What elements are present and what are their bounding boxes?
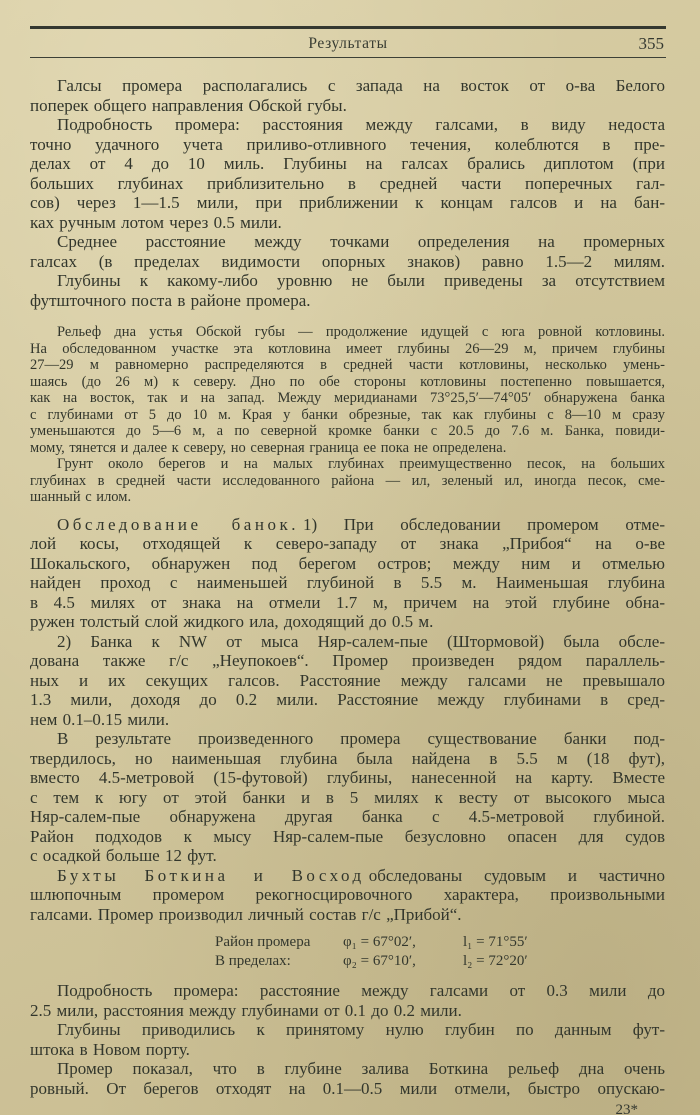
text-line: поперек общего направления Обской губы. <box>30 95 347 115</box>
text-line: Промер показал, что в глубине залива Боткина рельеф дна очень <box>57 1059 665 1078</box>
paragraph <box>30 632 665 730</box>
longitude-value: l₂ = 72°20′ <box>463 953 528 969</box>
text-line: шлюпочным промером рекогносцировочного характера, произвольными <box>30 885 665 904</box>
text-line: найден проход с наименьшей глубиной в 5.5 м. Наименьшая глубина <box>30 573 665 592</box>
page-header <box>30 33 666 54</box>
paragraph <box>30 981 665 1020</box>
header-rule-thick <box>30 26 666 29</box>
text-line: Рельеф дна устья Обской губы — продолжение идущей с юга ровной котловины. <box>57 324 665 340</box>
text-line: 1.3 мили, доходя до 0.2 мили. Расстояние между глубинами в сред- <box>30 690 665 709</box>
paragraph <box>30 515 665 632</box>
text-line: вместо 4.5-метровой (15-футовой) глубины, нанесенной на карту. Вместе <box>30 768 665 787</box>
text-line: Подробность промера: расстояния между галсами, в виду недоста <box>57 115 665 134</box>
text-line: больших глубинах приблизительно в средней части поперечных гал- <box>30 173 665 193</box>
text-line: 2.5 мили, расстояния между глубинами от 0.1 до 0.2 мили. <box>30 1000 462 1020</box>
longitude-value: l₁ = 71°55′ <box>463 934 528 950</box>
text-line: Грунт около берегов и на малых глубинах преимущественно песок, на больших <box>57 456 665 472</box>
paragraph <box>30 1059 665 1098</box>
text-line: штока в Новом порту. <box>30 1039 190 1059</box>
running-title: Результаты <box>308 35 388 52</box>
text-line: шаясь (до 26 м) к северу. Дно по обе стороны котловины постепенно повышается, <box>30 373 665 390</box>
text-line: ровный. От берегов отходят на 0.1—0.5 мили отмели, быстро опускаю- <box>30 1078 665 1098</box>
text-line: обследованы судовым и частично <box>368 865 665 885</box>
text-line: На обследованном участке эта котловина имеет глубины 26—29 м, причем глубины <box>30 340 665 357</box>
text-line: ружен толстый слой жидкого ила, доходящий до 0.5 м. <box>30 612 434 631</box>
text-line <box>30 515 665 535</box>
page-number: 355 <box>638 34 664 53</box>
latitude-value: φ₂ = 67°10′, <box>343 953 416 969</box>
text-line: дована также г/с „Неупокоев“. Промер произведен рядом параллель- <box>30 651 665 670</box>
text-line: ках ручным лотом через 0.5 мили. <box>30 212 282 232</box>
formula-label: Район промера <box>215 934 311 950</box>
text-line: нем 0.1–0.15 мили. <box>30 709 170 729</box>
text-line: Шокальского, обнаружен под берегом остров; между ним и отмелью <box>30 553 665 573</box>
text-line: Няр-салем-пые обнаружена другая банка с 4.5-метровой глубиной. <box>30 807 665 826</box>
formula-label: В пределах: <box>215 953 291 969</box>
paragraph-small-print <box>30 324 665 456</box>
formula-row <box>215 933 665 952</box>
latitude-value: φ₁ = 67°02′, <box>343 934 416 950</box>
survey-coordinates-block <box>215 933 665 971</box>
text-line: шанный с илом. <box>30 489 132 505</box>
page-body <box>30 76 665 1098</box>
paragraph <box>30 1020 665 1059</box>
text-line: делах от 4 до 10 миль. Глубины на галсах брались диплотом (при <box>30 154 665 173</box>
signature-mark: 23* <box>615 1102 638 1115</box>
text-line: мому, тянется и далее к северу, но северная граница ее пока не определена. <box>30 439 507 456</box>
formula-row <box>215 952 665 971</box>
text-line: футшточного поста в районе промера. <box>30 290 311 310</box>
text-line: твердилось, но наименьшая глубина была найдена в 5.5 м (18 фут), <box>30 748 665 768</box>
text-line: уменьшаются до 5—6 м, а по северной кромке банки с 20.5 до 7.6 м. Банка, повиди- <box>30 423 665 439</box>
paragraph <box>30 729 665 866</box>
text-line: с осадкой больше 12 фут. <box>30 846 217 865</box>
section-lead: Обследование банок. <box>57 514 299 534</box>
text-line: ных и их секущих галсов. Расстояние между галсами не превышало <box>30 670 665 690</box>
text-line: лой косы, отходящей к северо-западу от знака „Прибоя“ на о-ве <box>30 534 665 553</box>
text-line: в 4.5 милях от знака на отмели 1.7 м, причем на этой глубине обна- <box>30 592 665 612</box>
paragraph-small-print <box>30 456 665 506</box>
text-line: Среднее расстояние между точками определения на промерных <box>57 232 665 251</box>
paragraph <box>30 76 665 115</box>
text-line: В результате произведенного промера существование банки под- <box>57 729 665 748</box>
text-line: глубинах в средней части исследованного района — ил, зеленый ил, иногда песок, сме- <box>30 472 665 489</box>
text-line: галсах (в пределах видимости опорных знаков) равно 1.5—2 милям. <box>30 251 665 271</box>
text-line: Глубины к какому-либо уровню не были приведены за отсутствием <box>57 271 665 290</box>
paragraph <box>30 271 665 310</box>
text-line <box>30 866 665 886</box>
paragraph <box>30 232 665 271</box>
paragraph <box>30 866 665 925</box>
text-line: 27—29 м равномерно распределяются в средней части котловины, несколько умень- <box>30 357 665 373</box>
text-line: 2) Банка к NW от мыса Няр-салем-пые (Штормовой) была обсле- <box>57 631 665 651</box>
paragraph <box>30 115 665 232</box>
text-line: Галсы промера располагались с запада на восток от о-ва Белого <box>57 76 665 95</box>
text-line: Район подходов к мысу Няр-салем-пые безусловно опасен для судов <box>30 826 665 846</box>
text-line: точно удачного учета приливо-отливного течения, колеблются в пре- <box>30 134 665 154</box>
text-line: Глубины приводились к принятому нулю глубин по данным фут- <box>57 1020 665 1039</box>
text-line: с тем к югу от этой банки и в 5 милях к весту от высокого мыса <box>30 787 665 807</box>
text-line: галсами. Промер производил личный состав г/с „Прибой“. <box>30 904 462 924</box>
text-line: с глубинами от 5 до 10 м. Края у банки обрезные, так как глубины с 8—10 м сразу <box>30 406 665 423</box>
text-line: как на восток, так и на запад. Между меридианами 73°25,5′—74°05′ обнаружена банка <box>30 390 665 406</box>
text-line: сов) через 1—1.5 мили, при приближении к концам галсов и на бан- <box>30 193 665 212</box>
text-line: 1) При обследовании промером отме- <box>302 514 665 534</box>
text-line: Подробность промера: расстояние между галсами от 0.3 мили до <box>57 981 665 1000</box>
section-lead: Бухты Боткина и Восход <box>57 865 365 885</box>
header-rule-thin <box>30 57 666 58</box>
